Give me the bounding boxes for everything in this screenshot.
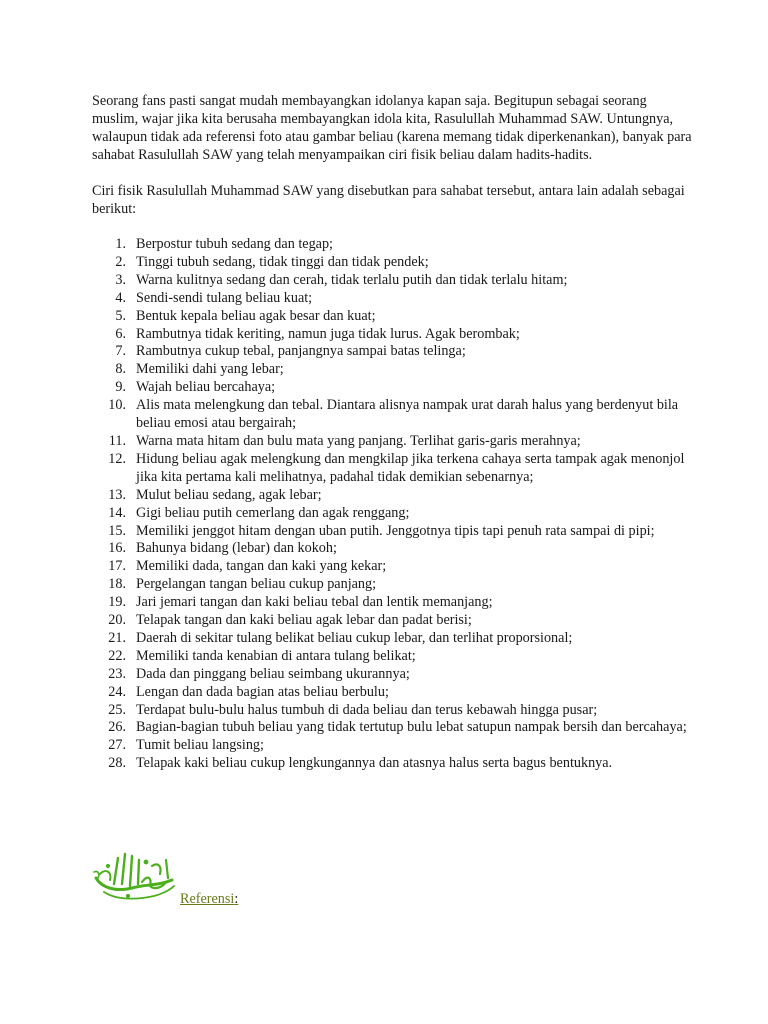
list-intro-paragraph: Ciri fisik Rasulullah Muhammad SAW yang disebutkan para sahabat tersebut, antara lain adalah sebagai berikut:: [92, 183, 685, 217]
list-item-text: Daerah di sekitar tulang belikat beliau cukup lebar, dan terlihat proporsional;: [136, 629, 573, 646]
list-item-number: 18.: [108, 576, 126, 593]
list-item: [92, 666, 692, 684]
list-item-number: 28.: [108, 755, 126, 772]
list-item-text: Terdapat bulu-bulu halus tumbuh di dada beliau dan terus kebawah hingga pusar;: [136, 701, 598, 718]
list-item: [92, 523, 692, 541]
list-item-text: Telapak kaki beliau cukup lengkungannya dan atasnya halus serta bagus bentuknya.: [136, 755, 613, 772]
list-item: [92, 397, 692, 433]
list-item-number: 27.: [108, 737, 126, 754]
list-item-number: 14.: [108, 504, 126, 521]
list-item: [92, 379, 692, 397]
list-item-number: 24.: [108, 683, 126, 700]
list-item-text: Memiliki jenggot hitam dengan uban putih. Jenggotnya tipis tapi penuh rata sampai di pipi;: [136, 522, 655, 539]
list-item: [92, 719, 692, 737]
list-item: [92, 737, 692, 755]
document-body: [92, 92, 692, 773]
list-item-text: Gigi beliau putih cemerlang dan agak renggang;: [136, 504, 410, 521]
reference-section: [92, 844, 392, 907]
list-item: [92, 326, 692, 344]
list-item-text: Hidung beliau agak melengkung dan mengkilap jika terkena cahaya serta tampak agak menonjol jika kita pertama kali melihatnya, padahal tidak demikian sebenarnya;: [136, 450, 685, 485]
list-item: [92, 487, 692, 505]
list-item-number: 10.: [108, 397, 126, 414]
list-item-number: 2.: [115, 253, 126, 270]
list-item-number: 7.: [115, 343, 126, 360]
list-item-text: Wajah beliau bercahaya;: [136, 379, 276, 396]
list-item-number: 6.: [115, 325, 126, 342]
list-item: [92, 451, 692, 487]
list-item-number: 5.: [115, 307, 126, 324]
intro-paragraph: Seorang fans pasti sangat mudah membayangkan idolanya kapan saja. Begitupun sebagai seorang muslim, wajar jika kita berusaha membayangkan idola kita, Rasulullah Muhammad SAW. Untungnya, walaupun tidak ada referensi foto atau gambar beliau (karena memang tidak diperkenankan), banyak para sahabat Rasulullah SAW yang telah menyampaikan ciri fisik beliau dalam hadits-hadits.: [92, 93, 692, 163]
list-item: [92, 343, 692, 361]
list-item: [92, 540, 692, 558]
list-item-number: 26.: [108, 719, 126, 736]
list-item-number: 9.: [115, 379, 126, 396]
list-item-number: 4.: [115, 289, 126, 306]
list-item-text: Telapak tangan dan kaki beliau agak lebar dan padat berisi;: [136, 612, 472, 629]
list-item: [92, 308, 692, 326]
list-item-text: Alis mata melengkung dan tebal. Diantara alisnya nampak urat darah halus yang berdenyut bila beliau emosi atau bergairah;: [136, 397, 679, 432]
traits-list: [92, 236, 692, 773]
list-item-text: Bagian-bagian tubuh beliau yang tidak tertutup bulu lebat satupun nampak bersih dan bercahaya;: [136, 719, 687, 736]
list-item-number: 1.: [115, 236, 126, 252]
list-item-number: 19.: [108, 594, 126, 611]
list-item-number: 25.: [108, 701, 126, 718]
list-item-text: Memiliki tanda kenabian di antara tulang belikat;: [136, 647, 416, 664]
list-item-text: Bahunya bidang (lebar) dan kokoh;: [136, 540, 337, 557]
list-item-number: 8.: [115, 361, 126, 378]
list-item-text: Tinggi tubuh sedang, tidak tinggi dan tidak pendek;: [136, 253, 429, 270]
list-item-text: Sendi-sendi tulang beliau kuat;: [136, 289, 313, 306]
list-item-text: Warna mata hitam dan bulu mata yang panjang. Terlihat garis-garis merahnya;: [136, 432, 581, 449]
list-item-number: 22.: [108, 647, 126, 664]
list-item-text: Warna kulitnya sedang dan cerah, tidak terlalu putih dan tidak terlalu hitam;: [136, 271, 568, 288]
reference-link-label[interactable]: Referensi: [180, 891, 235, 907]
reference-colon: :: [234, 891, 239, 907]
list-item-text: Memiliki dahi yang lebar;: [136, 361, 284, 378]
list-item-number: 23.: [108, 665, 126, 682]
list-item-number: 21.: [108, 629, 126, 646]
reference-link[interactable]: [180, 890, 238, 908]
list-item: [92, 612, 692, 630]
list-item-number: 3.: [115, 271, 126, 288]
list-item-text: Jari jemari tangan dan kaki beliau tebal dan lentik memanjang;: [136, 594, 493, 611]
list-item-number: 20.: [108, 612, 126, 629]
list-item-text: Rambutnya cukup tebal, panjangnya sampai batas telinga;: [136, 343, 466, 360]
list-item-number: 12.: [108, 450, 126, 467]
list-item: [92, 684, 692, 702]
list-item: [92, 433, 692, 451]
list-item: [92, 648, 692, 666]
list-item-text: Tumit beliau langsing;: [136, 737, 264, 754]
list-item: [92, 755, 692, 773]
list-item: [92, 272, 692, 290]
list-item: [92, 558, 692, 576]
list-item: [92, 576, 692, 594]
list-item-text: Dada dan pinggang beliau seimbang ukurannya;: [136, 665, 410, 682]
list-item: [92, 505, 692, 523]
list-item-text: Bentuk kepala beliau agak besar dan kuat;: [136, 307, 376, 324]
list-item-number: 17.: [108, 558, 126, 575]
list-item: [92, 702, 692, 720]
list-item-number: 13.: [108, 486, 126, 503]
list-item: [92, 236, 692, 254]
list-item: [92, 594, 692, 612]
list-item: [92, 290, 692, 308]
arabic-calligraphy-icon: [92, 844, 178, 904]
list-item: [92, 254, 692, 272]
list-item: [92, 630, 692, 648]
list-item-text: Mulut beliau sedang, agak lebar;: [136, 486, 322, 503]
list-item-text: Pergelangan tangan beliau cukup panjang;: [136, 576, 377, 593]
list-item-text: Memiliki dada, tangan dan kaki yang kekar;: [136, 558, 387, 575]
list-item-number: 16.: [108, 540, 126, 557]
list-item-text: Rambutnya tidak keriting, namun juga tidak lurus. Agak berombak;: [136, 325, 520, 342]
list-item-number: 15.: [108, 522, 126, 539]
list-item-number: 11.: [108, 432, 126, 449]
list-item: [92, 361, 692, 379]
list-item-text: Lengan dan dada bagian atas beliau berbulu;: [136, 683, 389, 700]
list-item-text: Berpostur tubuh sedang dan tegap;: [136, 236, 334, 252]
